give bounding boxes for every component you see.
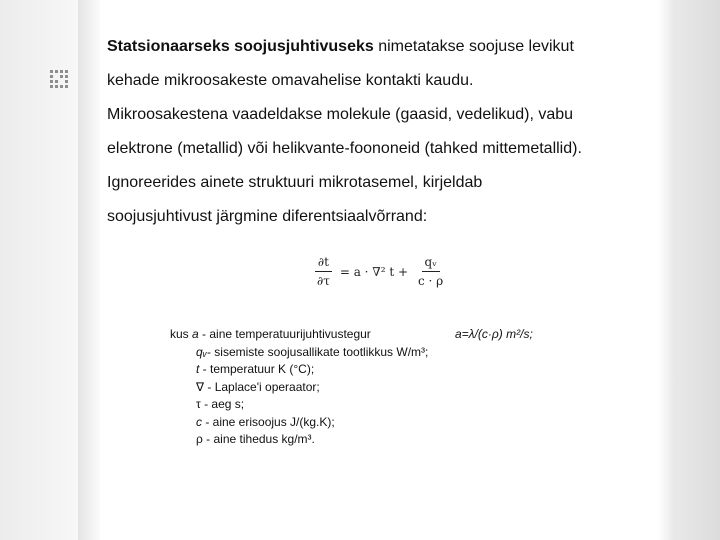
symbol-a: a <box>192 327 199 341</box>
lhs-numerator: ∂t <box>315 255 332 272</box>
definition-rho-desc: - aine tihedus kg/m³. <box>202 432 315 446</box>
paragraph-line-6: soojusjuhtivust järgmine diferentsiaalvõrrand: <box>107 208 428 225</box>
definition-a-desc: - aine temperatuurijuhtivustegur <box>198 327 371 341</box>
definition-nabla <box>170 379 570 397</box>
lhs-fraction <box>314 255 333 288</box>
symbol-qv: qᵥ <box>196 344 207 359</box>
definition-rho <box>170 431 570 449</box>
definition-c <box>170 414 570 432</box>
paragraph-line-5: Ignoreerides ainete struktuuri mikrotasemel, kirjeldab <box>107 174 483 191</box>
paragraph-line-2: kehade mikroosakeste omavahelise kontakti kaudu. <box>107 72 474 89</box>
heat-equation <box>310 255 450 288</box>
logo-grid-icon <box>50 70 68 88</box>
symbol-nabla: ∇ <box>196 379 205 394</box>
symbol-tau: τ <box>196 397 201 411</box>
symbol-definitions <box>170 326 570 449</box>
definition-t-desc: - temperatuur K (°C); <box>199 362 315 376</box>
definition-tau <box>170 396 570 414</box>
symbol-rho: ρ <box>196 432 203 446</box>
definitions-intro: kus <box>170 327 193 341</box>
paragraph-line-3: Mikroosakestena vaadeldakse molekule (gaasid, vedelikud), vabu <box>107 106 574 123</box>
definition-a-formula: a=λ/(c·ρ) m²/s; <box>455 327 533 341</box>
main-paragraph <box>107 30 667 234</box>
lhs-denominator: ∂τ <box>317 274 330 288</box>
equation-middle: = a · ∇² t + <box>339 264 409 279</box>
left-decor-stripe <box>78 0 100 540</box>
symbol-c: c <box>196 414 202 429</box>
rhs-denominator: c · ρ <box>418 274 444 288</box>
paragraph-line-4: elektrone (metallid) või helikvante-foononeid (tahked mittemetallid). <box>107 140 582 157</box>
definition-t <box>170 361 570 379</box>
symbol-t: t <box>196 362 200 376</box>
definition-a <box>170 326 570 344</box>
paragraph-line-1-rest: nimetatakse soojuse levikut <box>373 38 574 55</box>
rhs-fraction <box>415 255 446 288</box>
rhs-numerator: qᵥ <box>422 255 440 272</box>
paragraph-line-1 <box>107 30 667 64</box>
definition-nabla-desc: - Laplace'i operaator; <box>204 379 320 394</box>
definition-qv-desc: - sisemiste soojusallikate tootlikkus W/m³; <box>206 344 429 359</box>
term-bold: Statsionaarseks soojusjuhtivuseks <box>107 38 374 55</box>
definition-c-desc: - aine erisoojus J/(kg.K); <box>202 414 335 429</box>
definition-tau-desc: - aeg s; <box>200 397 245 411</box>
definition-qv <box>170 344 570 362</box>
